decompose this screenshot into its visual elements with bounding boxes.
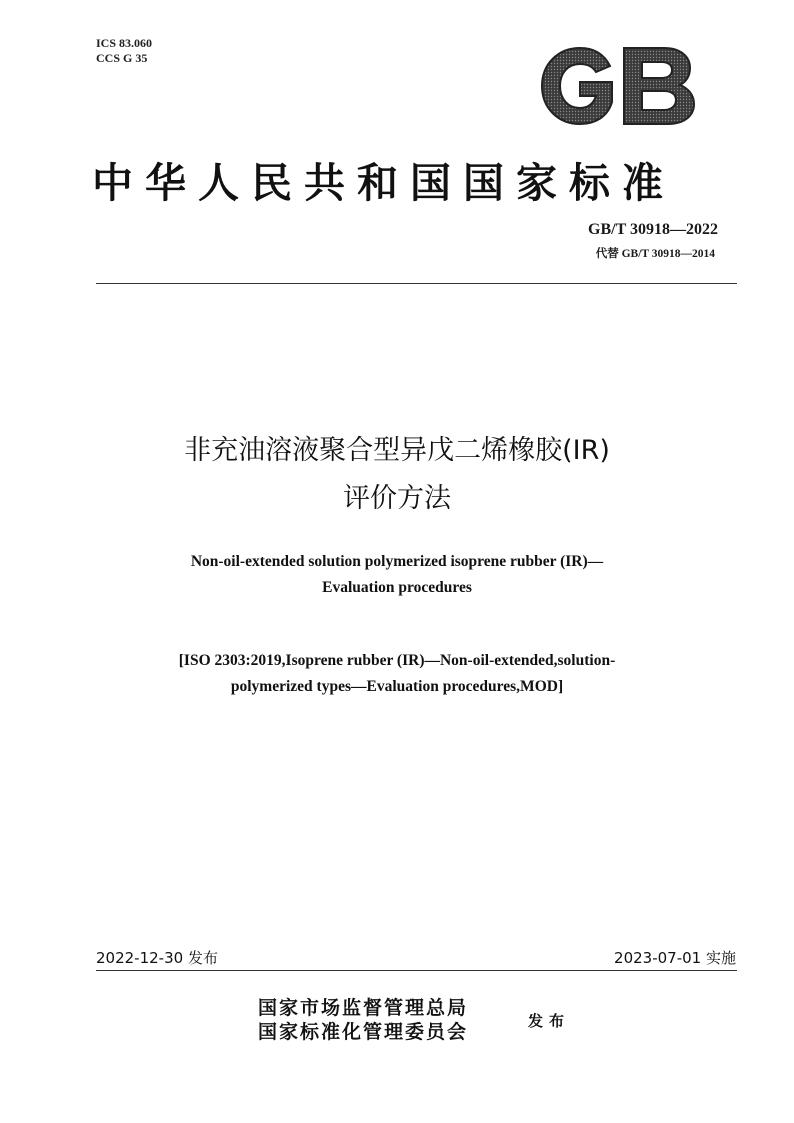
header-divider: [96, 283, 737, 284]
adoption-note-line2: polymerized types—Evaluation procedures,MOD]: [230, 678, 564, 695]
issue-date: 2022-12-30 发布: [96, 949, 218, 967]
adoption-note-line1: [ISO 2303:2019,Isoprene rubber (IR)—Non-oil-extended,solution-: [178, 652, 616, 669]
issuer-line1: 国家市场监督管理总局: [258, 997, 469, 1019]
replaced-standard: 代替 GB/T 30918—2014: [595, 248, 715, 260]
issuer-line2: 国家标准化管理委员会: [258, 1021, 469, 1043]
classification-codes: [96, 36, 152, 66]
ccs-code: CCS G 35: [96, 51, 148, 65]
chinese-title-line1: 非充油溶液聚合型异戊二烯橡胶(IR): [184, 435, 610, 466]
ics-code: ICS 83.060: [96, 36, 153, 50]
footer-divider: [96, 970, 737, 971]
chinese-title-line2: 评价方法: [343, 483, 451, 514]
standard-number: GB/T 30918—2022: [588, 221, 718, 238]
issuing-authorities: [258, 996, 468, 1044]
logo-text: GB: [538, 44, 540, 45]
gb-logo: [538, 44, 698, 128]
standard-category-title: 中华人民共和国国家标准: [92, 159, 675, 207]
publish-label: 发布: [528, 1012, 571, 1030]
implementation-date: 2023-07-01 实施: [614, 949, 736, 967]
english-title-line1: Non-oil-extended solution polymerized isoprene rubber (IR)—: [190, 553, 604, 570]
english-title-line2: Evaluation procedures: [322, 579, 472, 596]
